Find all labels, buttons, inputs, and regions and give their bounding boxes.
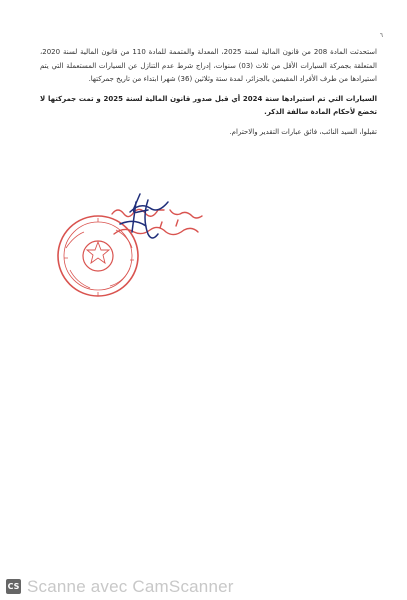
closing-salutation: تقبلوا، السيد النائب، فائق عبارات التقدير والاحترام. xyxy=(229,127,377,136)
camscanner-logo-icon: CS xyxy=(6,579,21,594)
paragraph-vehicles-2024: السيارات التي تم استيرادها سنة 2024 أي قبل صدور قانون المالية لسنة 2025 و تمت جمركتها لا تخضع لأحكام المادة سالفة الذكر. xyxy=(40,94,378,117)
page-number: ٦ xyxy=(379,32,383,39)
handwritten-signature xyxy=(100,190,250,250)
camscanner-watermark xyxy=(0,573,407,600)
letter-body xyxy=(40,46,377,146)
paragraph-article-208: استحدثت المادة 208 من قانون المالية لسنة 2025، المعدلة والمتممة للمادة 110 من قانون المالية لسنة 2020، المتعلقة بجمركة السيارات الأقل من ثلاث (03) سنوات، إدراج شرط عدم التنازل عن السيارات المستعملة التي يتم استيرادها من طرف الأفراد المقيمين بالجزائر، لمدة ستة وثلاثين (36) شهرا ابتداء من تاريخ جمركتها. xyxy=(40,48,377,84)
camscanner-text: Scanne avec CamScanner xyxy=(27,576,234,596)
